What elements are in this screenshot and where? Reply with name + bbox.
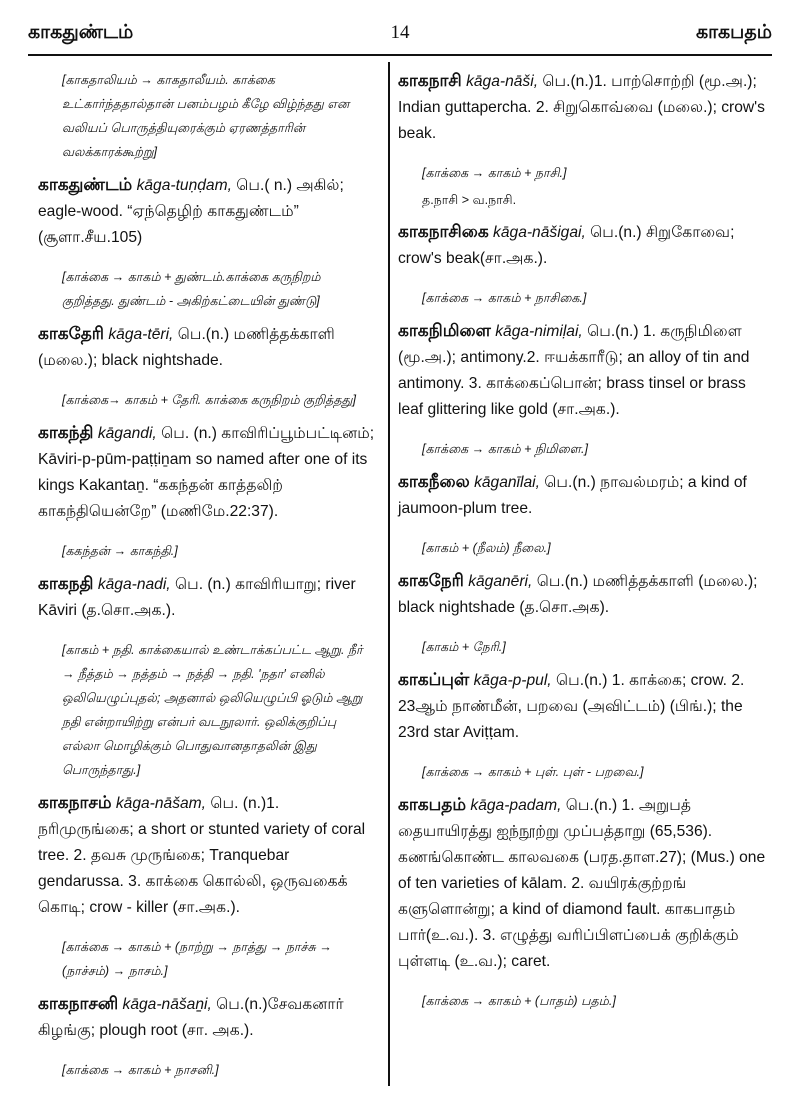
etymology-note: [ககந்தன் → காகந்தி.] bbox=[62, 544, 178, 558]
etymology-note: [காகம் + நேரி.] bbox=[422, 640, 506, 654]
headword: காகநாசனி bbox=[38, 994, 119, 1013]
transliteration: kāga-p-pul, bbox=[473, 672, 552, 689]
etymology-note: [காகதாலியம் → காகதாலீயம். காக்கை உட்கார்ந்ததால்தான் பனம்பழம் கீழே விழ்ந்தது என வலியப் பொருத்தியுரைக்கும் ஏரணத்தாரின் வலக்காரக்கூற்று] bbox=[62, 73, 350, 159]
etymology-note: [காக்கை → காகம் + (நாற்று → நாத்து → நாச்சு → (நாச்சம்) → நாசம்.] bbox=[62, 940, 332, 978]
headword: காகநேரி bbox=[398, 571, 464, 590]
etymology-note: [காக்கை → காகம் + (பாதம்) பதம்.] bbox=[422, 994, 616, 1008]
headword: காகநாசி bbox=[398, 71, 462, 90]
transliteration: kāga-nimiḷai, bbox=[495, 323, 583, 340]
transliteration: kāga-nāšaṉi, bbox=[122, 996, 212, 1013]
transliteration: kāga-tuṇḍam, bbox=[136, 177, 232, 194]
page-header bbox=[28, 14, 772, 56]
headword: காகநாசம் bbox=[38, 793, 112, 812]
left-column bbox=[38, 68, 376, 1082]
dictionary-entry bbox=[398, 219, 766, 272]
etymology-note: [காக்கை → காகம் + துண்டம்.காக்கை கருநிறம் குறித்தது. துண்டம் - அகிற்கட்டையின் துண்டு] bbox=[62, 270, 321, 308]
right-column bbox=[398, 68, 766, 1013]
definition: பெ.( n.) அகில்; eagle-wood. “ஏந்தெழிற் காகதுண்டம்” (சூளா.சீய.105) bbox=[38, 177, 344, 246]
headword: காகநீலை bbox=[398, 472, 470, 491]
etymology-note: [காக்கை→ காகம் + தேரி. காக்கை கருநிறம் குறித்தது] bbox=[62, 393, 356, 407]
transliteration: kāganīlai, bbox=[474, 474, 540, 491]
transliteration: kāga-tēri, bbox=[108, 326, 174, 343]
transliteration: kāga-padam, bbox=[470, 797, 562, 814]
dictionary-entry bbox=[398, 469, 766, 522]
definition: பெ. (n.) காவிரியாறு; river Kāviri (த.சொ.அக.). bbox=[38, 576, 356, 619]
dictionary-entry bbox=[38, 420, 376, 525]
derivation-note: த.நாசி > வ.நாசி. bbox=[422, 193, 517, 207]
dictionary-entry bbox=[398, 318, 766, 423]
transliteration: kāganēri, bbox=[468, 573, 533, 590]
transliteration: kāgandi, bbox=[97, 425, 157, 442]
guide-word-right: காகபதம் bbox=[695, 22, 772, 43]
dictionary-entry bbox=[38, 321, 376, 374]
definition: பெ.(n.) நாவல்மரம்; a kind of jaumoon-plum tree. bbox=[398, 474, 747, 517]
etymology-note: [காகம் + நதி. காக்கையால் உண்டாக்கப்பட்ட ஆறு. நீர் → நீத்தம் → நத்தம் → நத்தி → நதி. 'நதா' எனில் ஒலியெழுப்புதல்; அதனால் ஒலியெழுப்பி ஓடும் ஆறு நதி என்றாயிற்று என்பர் வடநூலார். ஒலிக்குறிப்பு எல்லா மொழிக்கும் பொதுவானதாதலின் இது பொருந்தாது.] bbox=[62, 643, 363, 777]
dictionary-entry bbox=[398, 68, 766, 147]
definition: பெ.(n.) 1. அறுபத் தையாயிரத்து ஐந்நூற்று முப்பத்தாறு (65,536). கணங்கொண்ட காலவகை (பரத.தாள.27); (Mus.) one of ten varieties of kālam. 2. வயிரக்குற்றங் களுளொன்று; a kind of diamond fault. காகபாதம் பார்(உ.வ.). 3. எழுத்து வரிப்பிளப்பைக் குறிக்கும் புள்ளடி (உ.வ.); caret. bbox=[398, 797, 766, 970]
definition: பெ.(n.)1. பாற்சொற்றி (மூ.அ.); Indian guttapercha. 2. சிறுகொவ்வை (மலை.); crow's beak. bbox=[398, 73, 765, 142]
etymology-note: [காகம் + (நீலம்) நீலை.] bbox=[422, 541, 551, 555]
dictionary-entry bbox=[398, 568, 766, 621]
headword: காகபதம் bbox=[398, 795, 467, 814]
headword: காகதுண்டம் bbox=[38, 175, 133, 194]
headword: காகப்புள் bbox=[398, 670, 470, 689]
headword: காகந்தி bbox=[38, 423, 94, 442]
etymology-note: [காக்கை → காகம் + நாசி.] bbox=[422, 166, 567, 180]
dictionary-entry bbox=[398, 792, 766, 975]
dictionary-entry bbox=[38, 991, 376, 1044]
transliteration: kāga-nāši, bbox=[466, 73, 539, 90]
dictionary-entry bbox=[38, 571, 376, 624]
transliteration: kāga-nāšam, bbox=[115, 795, 207, 812]
dictionary-entry bbox=[398, 667, 766, 746]
definition: பெ.(n.) மணித்தக்காளி (மலை.); black nightshade. bbox=[38, 326, 335, 369]
headword: காகநிமிளை bbox=[398, 321, 491, 340]
definition: பெ.(n.) 1. கருநிமிளை (மூ.அ.); antimony.2. ஈயக்காரீடு; an alloy of tin and antimony. 3. காக்கைப்பொன்; brass tinsel or brass leaf glittering like gold (சா.அக.). bbox=[398, 323, 750, 418]
definition: பெ.(n.) 1. காக்கை; crow. 2. 23ஆம் நாண்மீன், பறவை (அவிட்டம்) (பிங்.); the 23rd star Aviṭṭam. bbox=[398, 672, 745, 741]
definition: பெ. (n.) காவிரிப்பூம்பட்டினம்; Kāviri-p-pūm-paṭṭiṉam so named after one of its kings Kakantaṉ. “ககந்தன் காத்தலிற் காகந்தியென்றே” (மணிமே.22:37). bbox=[38, 425, 375, 520]
definition: பெ.(n.)சேவகனார் கிழங்கு; plough root (சா. அக.). bbox=[38, 996, 344, 1039]
etymology-note: [காக்கை → காகம் + நிமிளை.] bbox=[422, 442, 589, 456]
etymology-note: [காக்கை → காகம் + நாசனி.] bbox=[62, 1063, 219, 1077]
transliteration: kāga-nāšigai, bbox=[493, 224, 586, 241]
headword: காகநாசிகை bbox=[398, 222, 489, 241]
headword: காகதேரி bbox=[38, 324, 105, 343]
column-divider bbox=[388, 62, 390, 1086]
transliteration: kāga-nadi, bbox=[97, 576, 171, 593]
page-number: 14 bbox=[390, 22, 410, 43]
definition: பெ.(n.) சிறுகோவை; crow's beak(சா.அக.). bbox=[398, 224, 735, 267]
dictionary-entry bbox=[38, 172, 376, 251]
definition: பெ. (n.)1. நரிமுருங்கை; a short or stunted variety of coral tree. 2. தவசு முருங்கை; Tranquebar gendarussa. 3. காக்கை கொல்லி, ஒருவகைக் கொடி; crow - killer (சா.அக.). bbox=[38, 795, 366, 916]
definition: பெ.(n.) மணித்தக்காளி (மலை.); black nightshade (த.சொ.அக). bbox=[398, 573, 758, 616]
etymology-note: [காக்கை → காகம் + நாசிகை.] bbox=[422, 291, 587, 305]
guide-word-left: காகதுண்டம் bbox=[28, 22, 134, 43]
dictionary-entry bbox=[38, 790, 376, 921]
headword: காகநதி bbox=[38, 574, 94, 593]
etymology-note: [காக்கை → காகம் + புள். புள் - பறவை.] bbox=[422, 765, 644, 779]
